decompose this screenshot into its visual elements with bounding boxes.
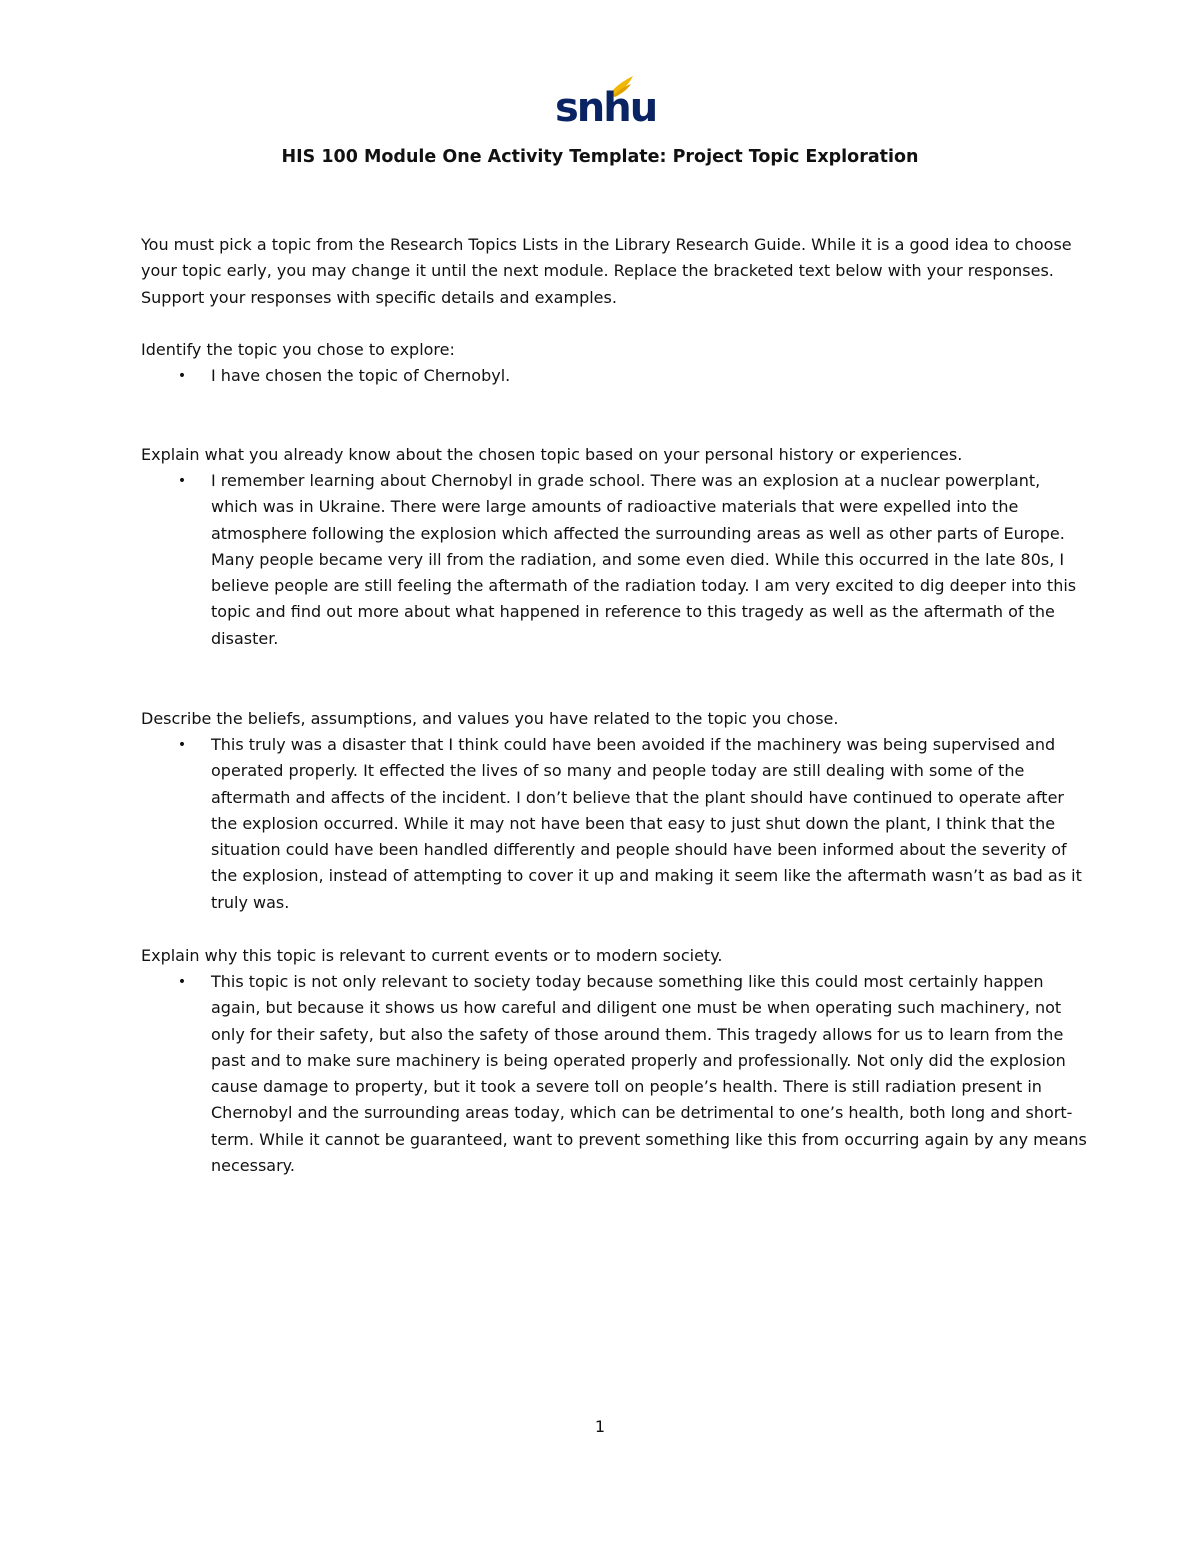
section-1-response: I have chosen the topic of Chernobyl. xyxy=(211,366,511,385)
intro-paragraph: You must pick a topic from the Research Topics Lists in the Library Research Guide. While it is a good idea to choose your topic early, you may change it until the next module. Replace the bracketed text below with your responses. Support your responses with specific details and examples. xyxy=(141,235,1072,307)
section-2-response: I remember learning about Chernobyl in grade school. There was an explosion at a nuclear powerplant, which was in Ukraine. There were large amounts of radioactive materials that were expelled into the atmosphere following the explosion which affected the surrounding areas as well as other parts of Europe. Many people became very ill from the radiation, and some even died. While this occurred in the late 80s, I believe people are still feeling the aftermath of the radiation today. I am very excited to dig deeper into this topic and find out more about what happened in reference to this tragedy as well as the aftermath of the disaster. xyxy=(211,471,1077,648)
bullet-icon: • xyxy=(177,368,187,384)
bullet-icon: • xyxy=(177,473,187,489)
logo-wordmark: snhu xyxy=(555,85,657,131)
bullet-icon: • xyxy=(177,974,187,990)
page-title: HIS 100 Module One Activity Template: Project Topic Exploration xyxy=(281,147,919,167)
section-3-prompt: Describe the beliefs, assumptions, and values you have related to the topic you chose. xyxy=(141,709,839,728)
section-4-response: This topic is not only relevant to society today because something like this could most certainly happen again, but because it shows us how careful and diligent one must be when operating such machinery, not only for their safety, but also the safety of those around them. This tragedy allows for us to learn from the past and to make sure machinery is being operated properly and professionally. Not only did the explosion cause damage to property, but it took a severe toll on people’s health. There is still radiation present in Chernobyl and the surrounding areas today, which can be detrimental to one’s health, both long and short-term. While it cannot be guaranteed, want to prevent something like this from occurring again by any means necessary. xyxy=(211,972,1087,1176)
bullet-icon: • xyxy=(177,737,187,753)
snhu-logo xyxy=(555,74,657,132)
section-1-prompt: Identify the topic you chose to explore: xyxy=(141,340,455,359)
section-2-prompt: Explain what you already know about the chosen topic based on your personal history or experiences. xyxy=(141,445,963,464)
section-4-prompt: Explain why this topic is relevant to current events or to modern society. xyxy=(141,946,723,965)
section-3-response: This truly was a disaster that I think could have been avoided if the machinery was being supervised and operated properly. It effected the lives of so many and people today are still dealing with some of the aftermath and affects of the incident. I don’t believe that the plant should have continued to operate after the explosion occurred. While it may not have been that easy to just shut down the plant, I think that the situation could have been handled differently and people should have been informed about the severity of the explosion, instead of attempting to cover it up and making it seem like the aftermath wasn’t as bad as it truly was. xyxy=(211,735,1082,912)
page-number: 1 xyxy=(594,1417,606,1436)
